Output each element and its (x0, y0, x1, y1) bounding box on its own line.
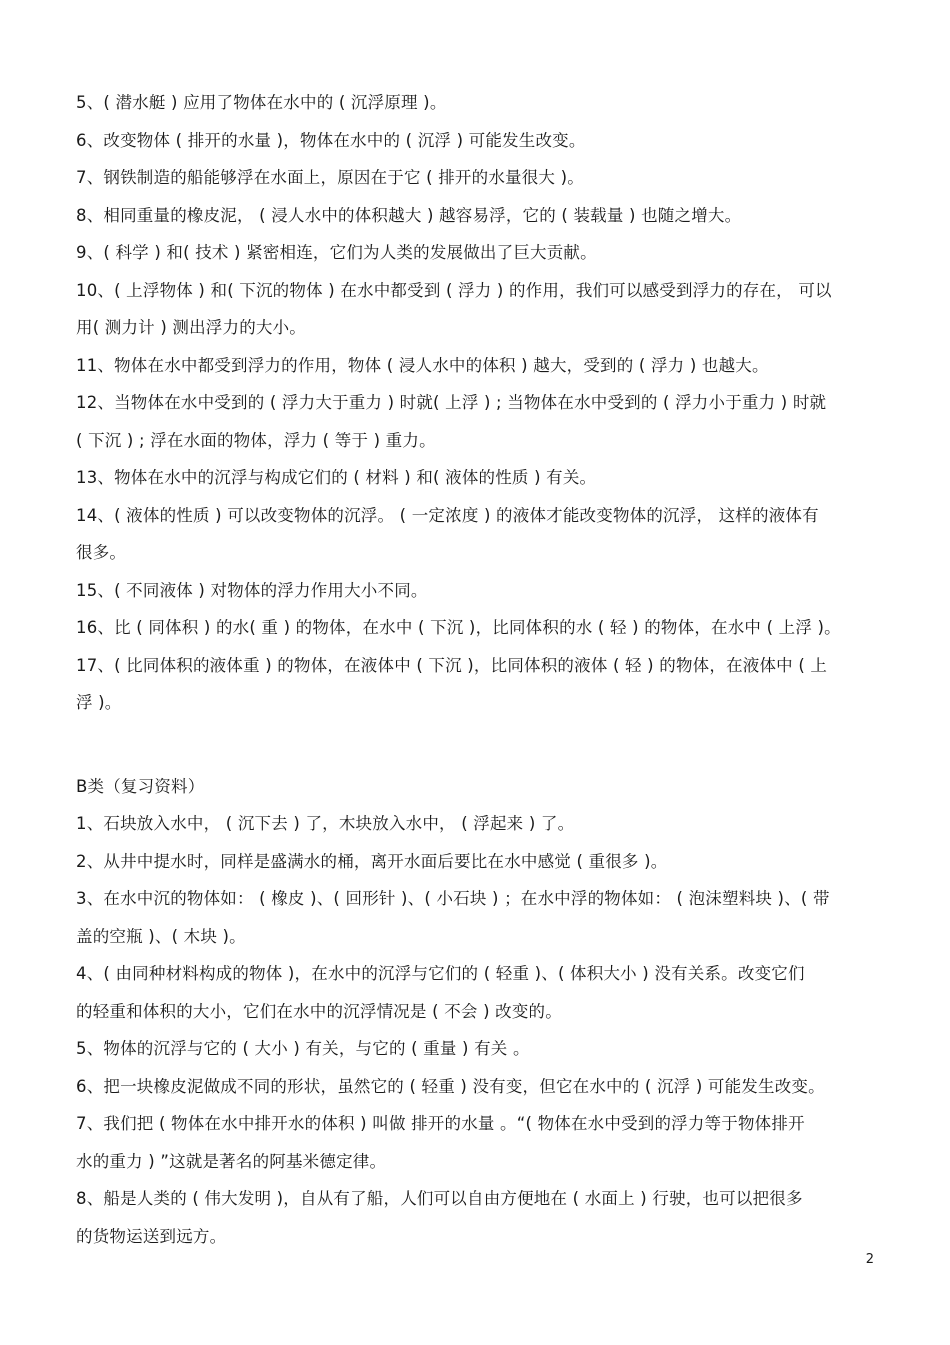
text-line: 的货物运送到远方。 (76, 1226, 227, 1246)
text-line: 很多。 (76, 543, 127, 562)
text-line: 7、钢铁制造的船能够浮在水面上，原因在于它 ( 排开的水量很大 )。 (76, 168, 584, 187)
text-line: 6、改变物体 ( 排开的水量 )，物体在水中的 ( 沉浮 ) 可能发生改变。 (76, 130, 586, 150)
text-line: 水的重力 ) ”这就是著名的阿基米德定律。 (76, 1151, 387, 1171)
text-line: 15、( 不同液体 ) 对物体的浮力作用大小不同。 (76, 580, 428, 600)
text-line: 用( 测力计 ) 测出浮力的大小。 (76, 318, 307, 337)
text-line: ( 下沉 ) ; 浮在水面的物体，浮力 ( 等于 ) 重力。 (76, 430, 436, 450)
text-line: 8、相同重量的橡皮泥， ( 浸人水中的体积越大 ) 越容易浮，它的 ( 装载量 ) 也随之增大。 (76, 205, 742, 225)
text-line: 8、船是人类的 ( 伟大发明 )，自从有了船，人们可以自由方便地在 ( 水面上 ) 行驶，也可以把很多 (76, 1189, 803, 1208)
text-line: 5、物体的沉浮与它的 ( 大小 ) 有关，与它的 ( 重量 ) 有关 。 (76, 1039, 530, 1058)
page-content (76, 84, 876, 1255)
section-heading: B类（复习资料） (76, 776, 205, 796)
text-line: 2、从井中提水时，同样是盛满水的桶，离开水面后要比在水中感觉 ( 重很多 )。 (76, 851, 668, 871)
text-line: 的轻重和体积的大小，它们在水中的沉浮情况是 ( 不会 ) 改变的。 (76, 1001, 562, 1021)
text-line: 14、( 液体的性质 ) 可以改变物体的沉浮。 ( 一定浓度 ) 的液体才能改变物体的沉浮， 这样的液体有 (76, 505, 819, 525)
text-line: 6、把一块橡皮泥做成不同的形状，虽然它的 ( 轻重 ) 没有变，但它在水中的 ( 沉浮 ) 可能发生改变。 (76, 1076, 825, 1096)
text-line: 浮 )。 (76, 693, 122, 712)
text-line: 7、我们把 ( 物体在水中排开水的体积 ) 叫做 排开的水量 。“( 物体在水中受到的浮力等于物体排开 (76, 1114, 805, 1133)
text-line: 13、物体在水中的沉浮与构成它们的 ( 材料 ) 和( 液体的性质 ) 有关。 (76, 468, 597, 487)
section-spacer (76, 722, 876, 768)
section-a (76, 84, 876, 722)
text-line: 3、在水中沉的物体如： ( 橡皮 )、( 回形针 )、( 小石块 ) ；在水中浮的物体如： ( 泡沫塑料块 )、( 带 (76, 889, 830, 908)
page-number: 2 (865, 1252, 874, 1267)
text-line: 10、( 上浮物体 ) 和( 下沉的物体 ) 在水中都受到 ( 浮力 ) 的作用，我们可以感受到浮力的存在， 可以 (76, 280, 832, 300)
text-line: 1、石块放入水中， ( 沉下去 ) 了，木块放入水中， ( 浮起来 ) 了。 (76, 814, 575, 833)
text-line: 17、( 比同体积的液体重 ) 的物体，在液体中 ( 下沉 )，比同体积的液体 ( 轻 ) 的物体，在液体中 ( 上 (76, 655, 828, 675)
section-b (76, 768, 876, 1256)
text-line: 5、( 潜水艇 ) 应用了物体在水中的 ( 沉浮原理 )。 (76, 93, 447, 112)
text-line: 11、物体在水中都受到浮力的作用，物体 ( 浸人水中的体积 ) 越大，受到的 ( 浮力 ) 也越大。 (76, 355, 769, 375)
text-line: 盖的空瓶 )、( 木块 )。 (76, 926, 246, 946)
text-line: 12、当物体在水中受到的 ( 浮力大于重力 ) 时就( 上浮 ) ; 当物体在水中受到的 ( 浮力小于重力 ) 时就 (76, 393, 827, 412)
text-line: 9、( 科学 ) 和( 技术 ) 紧密相连，它们为人类的发展做出了巨大贡献。 (76, 243, 597, 262)
text-line: 4、( 由同种材料构成的物体 )，在水中的沉浮与它们的 ( 轻重 )、( 体积大小 ) 没有关系。改变它们 (76, 964, 805, 983)
text-line: 16、比 ( 同体积 ) 的水( 重 ) 的物体，在水中 ( 下沉 )，比同体积的水 ( 轻 ) 的物体，在水中 ( 上浮 )。 (76, 618, 841, 637)
